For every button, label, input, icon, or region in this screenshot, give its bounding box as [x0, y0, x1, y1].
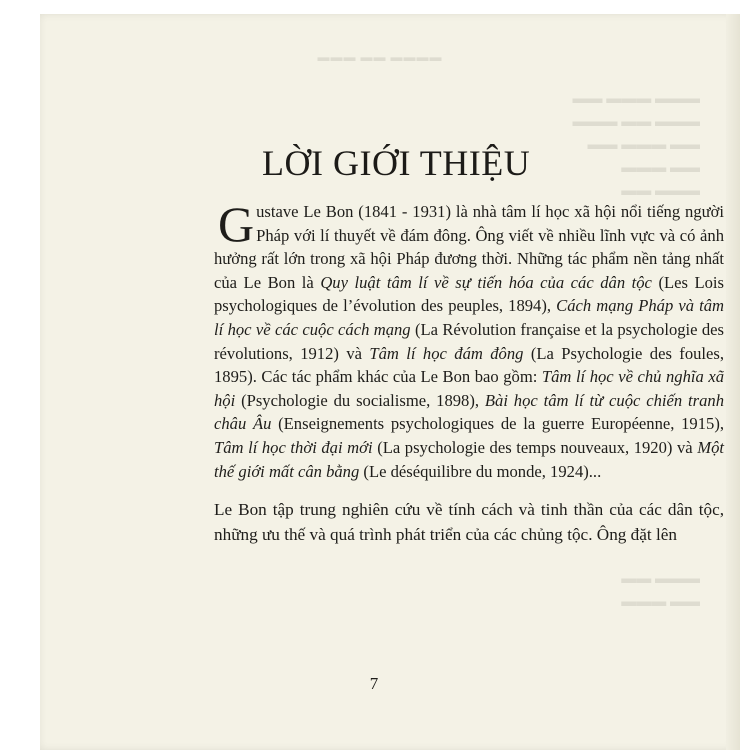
book-title: Tâm lí học đám đông — [369, 343, 524, 363]
show-through-text-lower: ▬▬ ▬▬▬ ▬▬▬ ▬▬ — [621, 571, 700, 610]
text-run: ustave Le Bon (1841 - 1931) là nhà tâm lí học xã hội nổi tiếng người Pháp với lí thuyết về đám đông. Ông viết về nhiều lĩnh vực và có ảnh hưởng rất lớn trong xã hội Pháp đương thời. Những tác phẩm nền tảng nhất của Le Bon là — [214, 202, 724, 292]
book-title: Bài học tâm lí từ cuộc chiến tranh châu Âu — [214, 390, 724, 434]
text-run: (Les Lois psychologiques de l’évolution des peuples, 1894), — [214, 272, 724, 316]
chapter-title: LỜI GIỚI THIỆU — [262, 143, 531, 183]
body-text — [214, 196, 724, 547]
show-through-header: ▬▬▬ ▬▬ ▬▬▬▬ — [317, 50, 443, 64]
text-run: (Le déséquilibre du monde, 1924)... — [359, 461, 602, 481]
show-through-text: ▬▬ ▬▬▬ ▬▬▬ ▬▬▬ ▬▬ ▬▬▬ ▬▬ ▬▬▬ ▬▬ ▬▬▬ ▬▬ ▬▬ ▬▬▬ — [572, 91, 700, 198]
paragraph-intro — [214, 196, 724, 483]
text-run: (La Psychologie des foules, 1895). Các tác phẩm khác của Le Bon bao gồm: — [214, 343, 724, 387]
text-run: (La Révolution française et la psychologie des révolutions, 1912) và — [214, 319, 724, 363]
book-title: Một thế giới mất cân bằng — [214, 437, 724, 481]
text-run: (La psychologie des temps nouveaux, 1920) và — [372, 437, 698, 457]
book-title: Tâm lí học thời đại mới — [214, 437, 373, 457]
book-title: Tâm lí học về chủ nghĩa xã hội — [214, 367, 724, 410]
book-title: Quy luật tâm lí về sự tiến hóa của các dân tộc — [320, 272, 652, 292]
paragraph-intro-body — [214, 196, 724, 481]
page-edge — [726, 14, 740, 750]
text-run: (Enseignements psychologiques de la guerre Européenne, 1915), — [271, 414, 724, 434]
text-run: (Psychologie du socialisme, 1898), — [235, 390, 485, 410]
drop-cap: G — [218, 196, 255, 252]
book-title: Cách mạng Pháp và tâm lí học về các cuộc cách mạng — [214, 296, 724, 339]
paragraph-second: Le Bon tập trung nghiên cứu về tính cách và tinh thần của các dân tộc, những ưu thế và quá trình phát triển của các chủng tộc. Ông đặt lên — [214, 500, 724, 545]
page-number: 7 — [369, 674, 379, 693]
